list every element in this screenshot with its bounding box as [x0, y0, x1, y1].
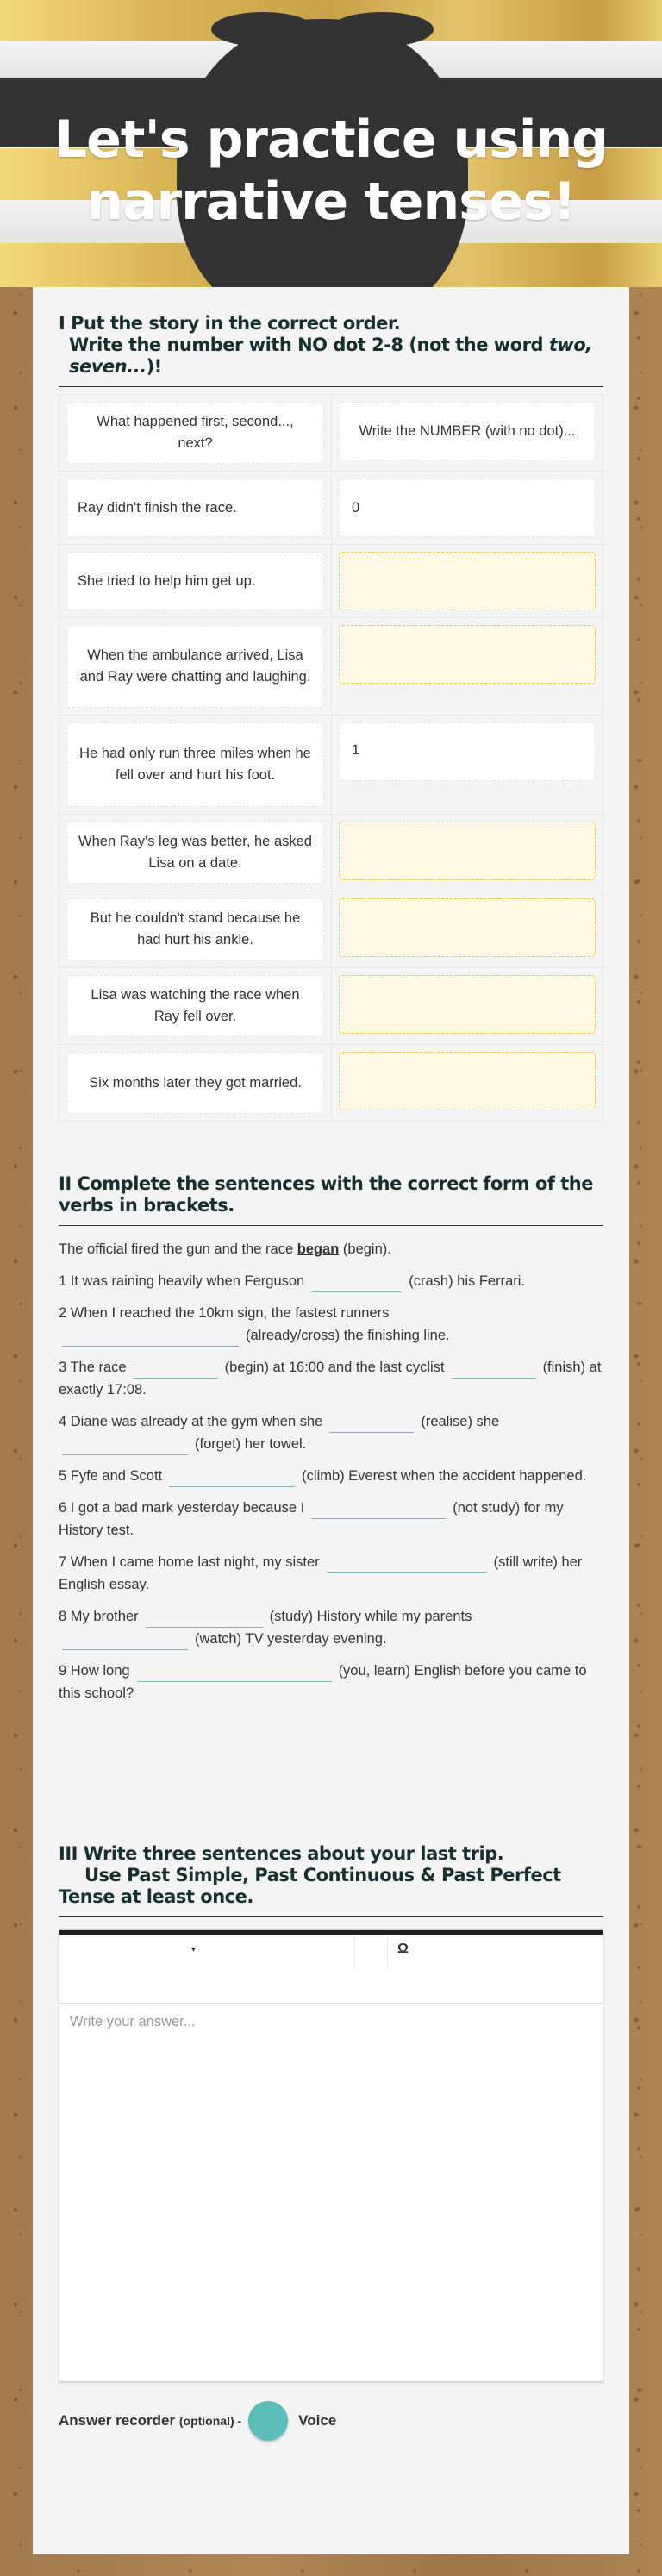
- text: (finish) at exactly 17:08.: [59, 1360, 602, 1397]
- text: (realise) she: [421, 1414, 500, 1429]
- question-9: [59, 1660, 603, 1704]
- text: 3 The race: [59, 1360, 127, 1375]
- voice-label: Voice: [298, 2412, 337, 2429]
- section-ordering: [33, 287, 629, 1122]
- table-row: [59, 472, 603, 545]
- text: The official fired the gun and the race: [59, 1241, 297, 1257]
- sentence-tile[interactable]: Six months later they got married.: [66, 1052, 324, 1114]
- text: (crash) his Ferrari.: [409, 1273, 526, 1289]
- answer-box[interactable]: 0: [339, 478, 596, 537]
- text: (begin).: [339, 1241, 391, 1257]
- example-sentence: [59, 1238, 603, 1260]
- question-8: [59, 1605, 603, 1650]
- text: 4 Diane was already at the gym when she: [59, 1414, 323, 1429]
- blank-input[interactable]: [146, 1605, 263, 1628]
- answer-box[interactable]: [339, 898, 596, 957]
- divider: [59, 1916, 603, 1917]
- blank-input[interactable]: [311, 1270, 402, 1292]
- text: 9 How long: [59, 1663, 130, 1679]
- sentence-tile[interactable]: He had only run three miles when he fell over and hurt his foot.: [66, 722, 324, 807]
- page-title: [0, 109, 662, 233]
- special-character-icon[interactable]: Ω: [397, 1941, 409, 1956]
- text: 7 When I came home last night, my sister: [59, 1554, 320, 1570]
- optional-note: (optional) -: [178, 2414, 242, 2428]
- blank-input[interactable]: [452, 1356, 536, 1379]
- section-writing: [33, 1714, 629, 2441]
- sentence-tile[interactable]: When Ray's leg was better, he asked Lisa on a date.: [66, 822, 324, 884]
- blank-input[interactable]: [134, 1356, 218, 1379]
- text: Answer recorder: [59, 2412, 176, 2429]
- section-3-heading: [59, 1843, 603, 1908]
- blank-input[interactable]: [329, 1410, 414, 1433]
- question-4: [59, 1410, 603, 1455]
- editor-toolbar: [59, 1935, 603, 2004]
- blank-input[interactable]: [169, 1465, 295, 1487]
- table-row: [59, 815, 603, 891]
- answer-recorder: [59, 2401, 603, 2441]
- answer-box[interactable]: [339, 625, 596, 684]
- section-fill-in: [33, 1122, 629, 1704]
- question-3: [59, 1356, 603, 1401]
- heading-end: )!: [146, 356, 162, 377]
- blank-input[interactable]: [311, 1497, 446, 1519]
- question-7: [59, 1551, 603, 1596]
- ordering-table: [59, 394, 603, 1122]
- text: (forget) her towel.: [195, 1436, 307, 1452]
- title-line-2: narrative tenses!: [86, 172, 576, 232]
- sentence-tile[interactable]: When the ambulance arrived, Lisa and Ray were chatting and laughing.: [66, 625, 324, 708]
- answer-box[interactable]: [339, 975, 596, 1034]
- toolbar-button[interactable]: [355, 1935, 388, 1969]
- heading-line: III Write three sentences about your last trip.: [59, 1843, 504, 1864]
- text: 1 It was raining heavily when Ferguson: [59, 1273, 305, 1289]
- text: (watch) TV yesterday evening.: [195, 1631, 387, 1647]
- text: 2 When I reached the 10km sign, the fastest runners: [59, 1305, 390, 1321]
- recorder-label: [59, 2412, 241, 2429]
- heading-italic: two, seven...: [69, 335, 592, 377]
- heading-instruction: Use Past Simple, Past Continuous & Past Perfect Tense at least once.: [59, 1865, 561, 1907]
- record-button[interactable]: [248, 2401, 288, 2441]
- text: 8 My brother: [59, 1609, 139, 1624]
- table-row: [59, 968, 603, 1045]
- text: (study) History while my parents: [269, 1609, 472, 1624]
- question-5: [59, 1465, 603, 1487]
- heading-text: Write the number with NO dot 2-8 (not the word: [69, 335, 549, 355]
- text: (begin) at 16:00 and the last cyclist: [224, 1360, 445, 1375]
- text: (climb) Everest when the accident happened.: [302, 1468, 587, 1484]
- blank-input[interactable]: [62, 1628, 188, 1650]
- chevron-down-icon: ▾: [191, 1945, 197, 1954]
- table-row: [59, 545, 603, 618]
- sentence-tile[interactable]: Lisa was watching the race when Ray fell over.: [66, 975, 324, 1037]
- sentence-tile[interactable]: But he couldn't stand because he had hurt his ankle.: [66, 898, 324, 960]
- sentence-tile[interactable]: Ray didn't finish the race.: [66, 478, 324, 537]
- blank-input[interactable]: [62, 1433, 188, 1455]
- question-2: [59, 1302, 603, 1347]
- question-1: [59, 1270, 603, 1292]
- title-line-1: Let's practice using: [53, 109, 609, 170]
- answer-box[interactable]: [339, 552, 596, 610]
- text: 5 Fyfe and Scott: [59, 1468, 163, 1484]
- header-banner: [0, 0, 662, 287]
- answer-textarea[interactable]: Write your answer...: [70, 2014, 196, 2029]
- table-row: [59, 1045, 603, 1121]
- answer-box[interactable]: 1: [339, 722, 596, 781]
- column-header-right: Write the NUMBER (with no dot)...: [339, 402, 596, 460]
- sentence-tile[interactable]: She tried to help him get up.: [66, 552, 324, 610]
- rich-text-editor: [59, 1929, 603, 2382]
- divider: [59, 1225, 603, 1226]
- text: (not study) for my History test.: [59, 1500, 564, 1538]
- table-header-row: [59, 395, 603, 472]
- heading-instruction: [59, 335, 603, 378]
- divider: [59, 386, 603, 387]
- column-header-left: What happened first, second..., next?: [66, 402, 324, 464]
- table-row: [59, 618, 603, 716]
- answer-box[interactable]: [339, 822, 596, 880]
- text: 6 I got a bad mark yesterday because I: [59, 1500, 305, 1516]
- heading-line: I Put the story in the correct order.: [59, 313, 401, 334]
- text: (already/cross) the finishing line.: [246, 1328, 450, 1343]
- blank-input[interactable]: [137, 1660, 332, 1682]
- worksheet-card: [33, 287, 629, 2554]
- question-6: [59, 1497, 603, 1541]
- answer-box[interactable]: [339, 1052, 596, 1110]
- blank-input[interactable]: [327, 1551, 487, 1573]
- table-row: [59, 891, 603, 968]
- section-1-heading: [59, 313, 603, 378]
- example-answer: began: [297, 1241, 340, 1257]
- section-2-heading: II Complete the sentences with the correct form of the verbs in brackets.: [59, 1173, 593, 1216]
- format-dropdown[interactable]: [59, 1935, 355, 1969]
- table-row: [59, 716, 603, 815]
- blank-input[interactable]: [62, 1324, 239, 1347]
- text: (you, learn) English before you came to this school?: [59, 1663, 587, 1701]
- text: (still write) her English essay.: [59, 1554, 583, 1592]
